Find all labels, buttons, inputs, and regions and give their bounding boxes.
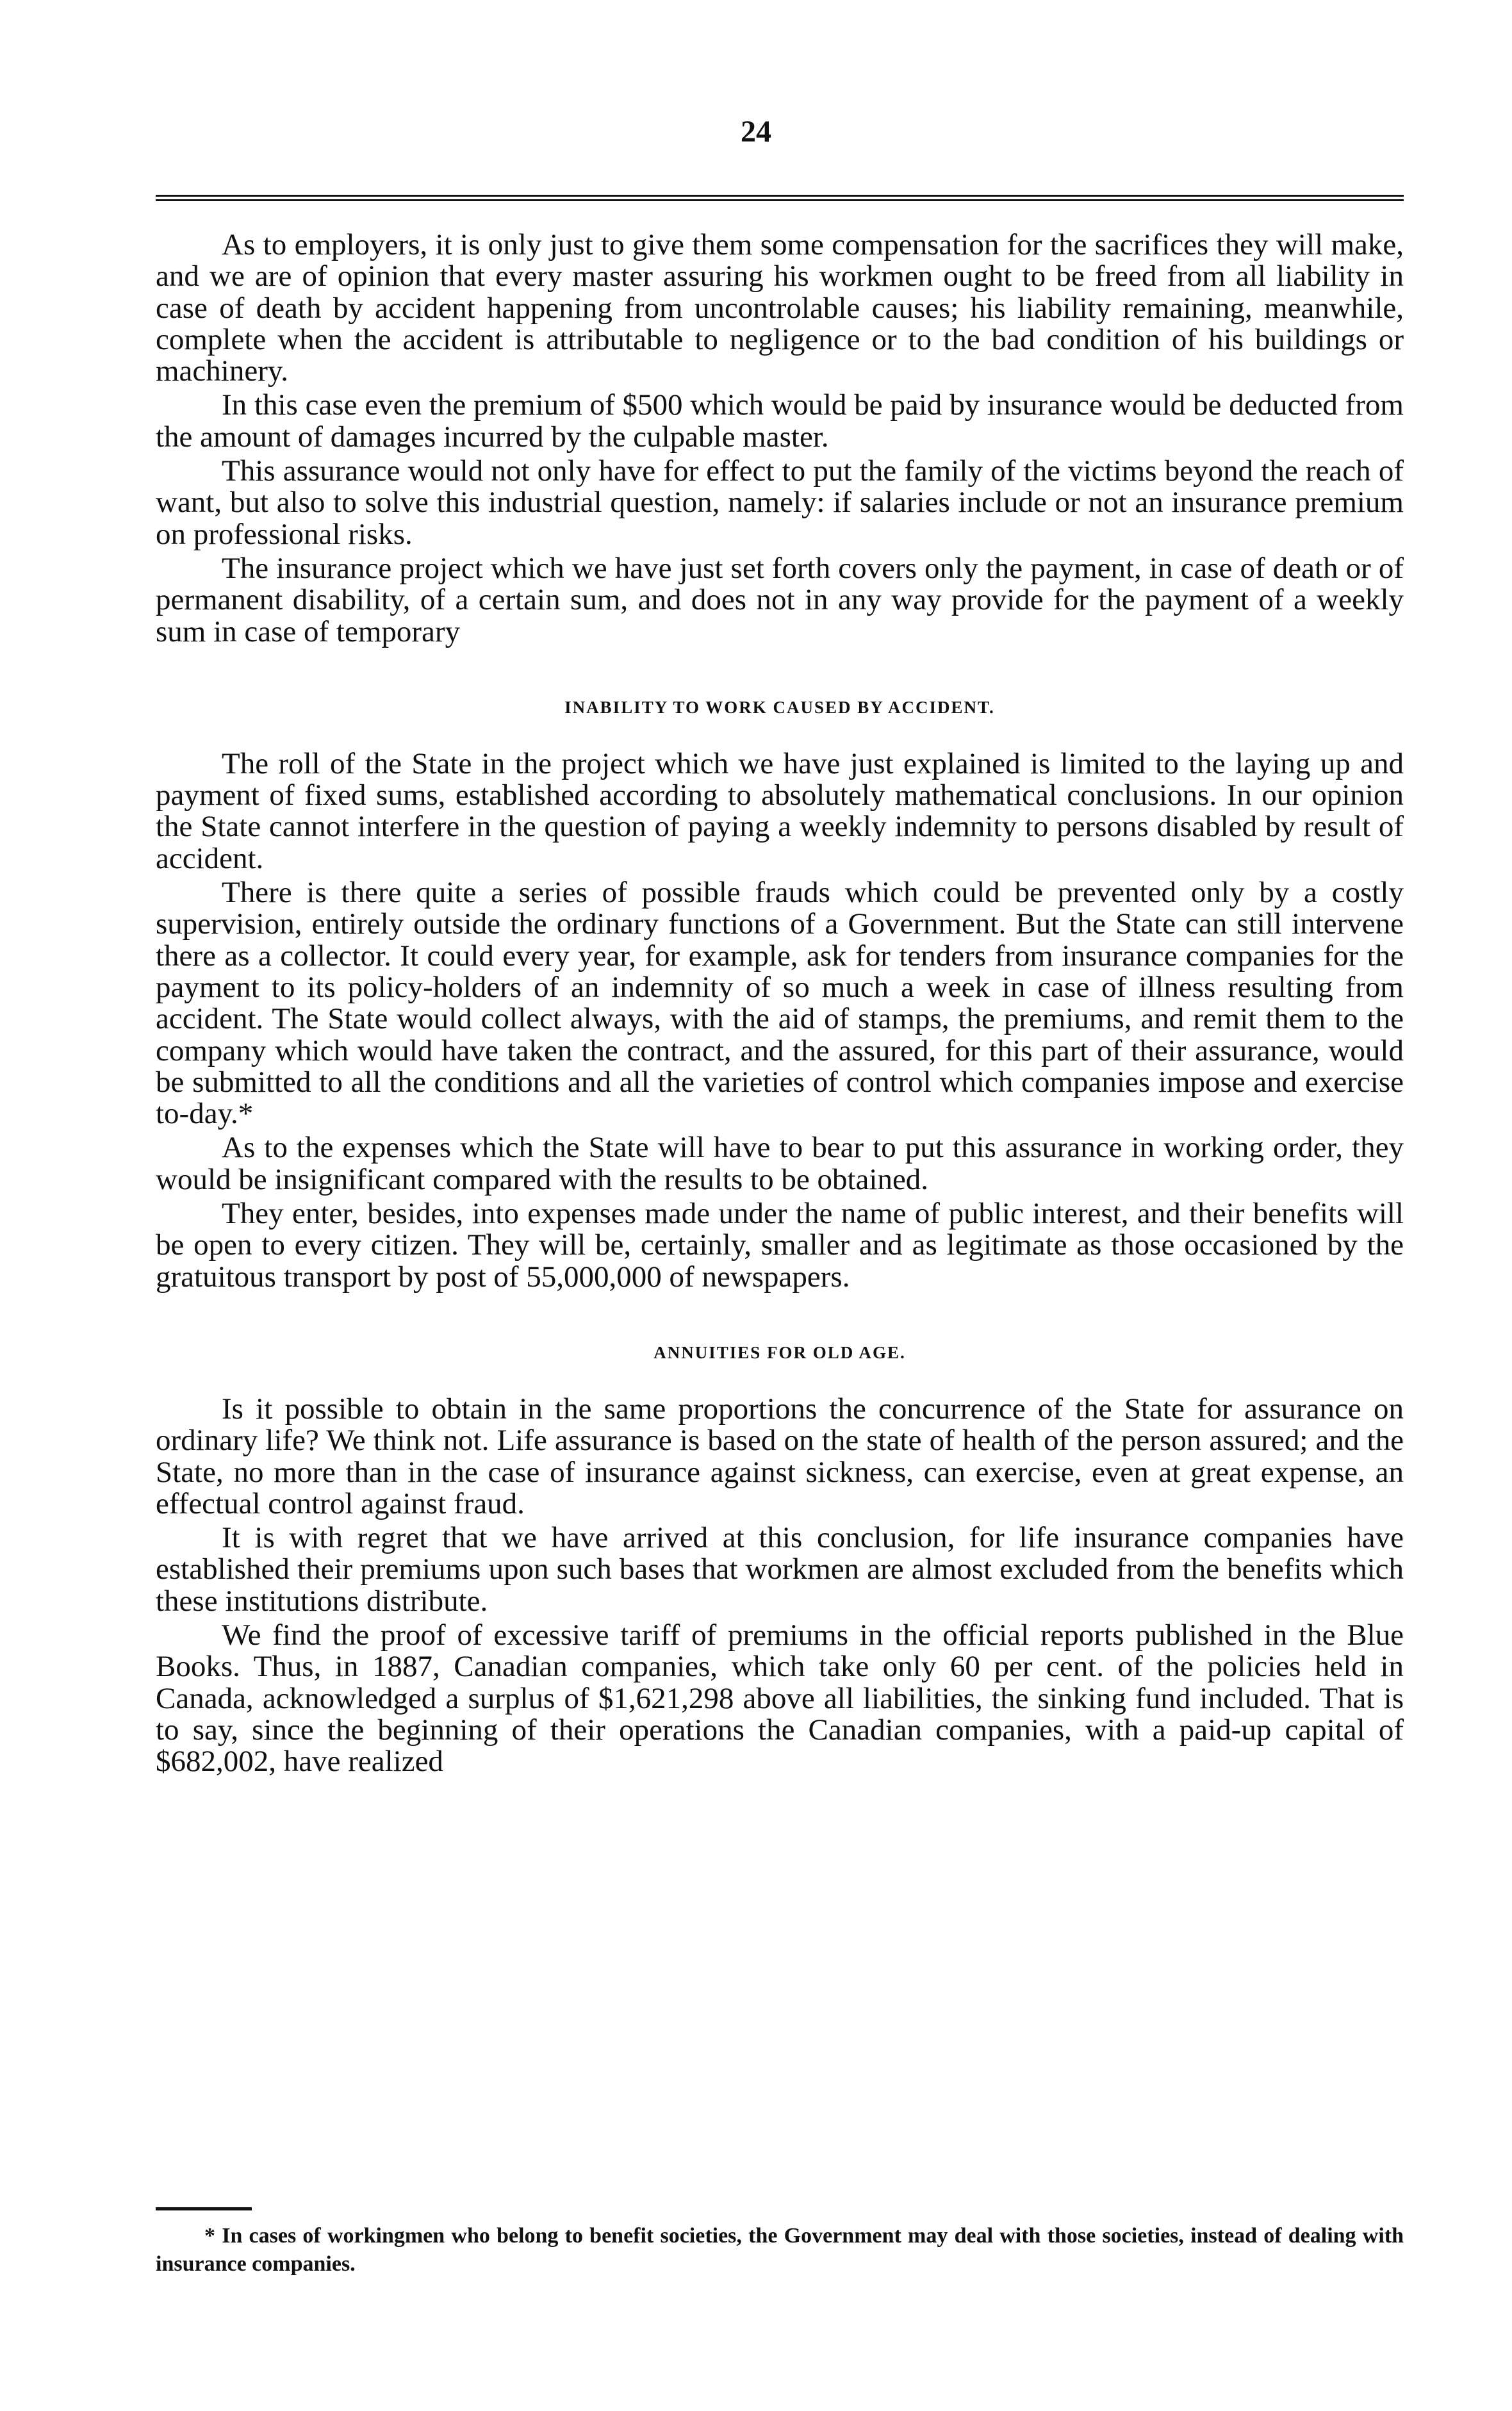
paragraph: Is it possible to obtain in the same proportions the concurrence of the State for assurance on ordinary life? We think not. Life assurance is based on the state of health of the person assured; and the State, no more than in the case of insurance against sickness, can exercise, even at great expense, an effectual control against fraud. (156, 1392, 1404, 1520)
section-heading-inability: INABILITY TO WORK CAUSED BY ACCIDENT. (564, 697, 995, 717)
footnote: * In cases of workingmen who belong to benefit societies, the Government may deal with those societies, instead of dealing with insurance companies. (156, 2224, 1404, 2276)
paragraph: It is with regret that we have arrived at this conclusion, for life insurance companies have established their premiums upon such bases that workmen are almost excluded from the benefits which these institutions distribute. (156, 1521, 1404, 1618)
body-text (156, 229, 1404, 1780)
section-heading-annuities: ANNUITIES FOR OLD AGE. (653, 1342, 906, 1362)
paragraph: The roll of the State in the project which we have just explained is limited to the laying up and payment of fixed sums, established according to absolutely mathematical conclusions. In our opinion the State cannot interfere in the question of paying a weekly indemnity to persons disabled by result of accident. (156, 746, 1404, 875)
paragraph: As to the expenses which the State will have to bear to put this assurance in working order, they would be insignificant compared with the results to be obtained. (156, 1131, 1404, 1196)
paragraph: There is there quite a series of possible frauds which could be prevented only by a costly supervision, entirely outside the ordinary functions of a Government. But the State can still intervene there as a collector. It could every year, for example, ask for tenders from insurance companies for the payment to its policy-holders of an indemnity of so much a week in case of illness resulting from accident. The State would collect always, with the aid of stamps, the premiums, and remit them to the company which would have taken the contract, and the assured, for this part of their assurance, would be submitted to all the conditions and all the varieties of control which companies impose and exercise to-day.* (156, 876, 1404, 1131)
footnote-rule (156, 2207, 252, 2210)
paragraph: In this case even the premium of $500 which would be paid by insurance would be deducted from the amount of damages incurred by the culpable master. (156, 388, 1404, 454)
paragraph: The insurance project which we have just set forth covers only the payment, in case of death or of permanent disability, of a certain sum, and does not in any way provide for the payment of a weekly sum in case of temporary (156, 551, 1404, 648)
paragraph: As to employers, it is only just to give them some compensation for the sacrifices they will make, and we are of opinion that every master assuring his workmen ought to be freed from all liability in case of death by accident happening from uncontrolable causes; his liability remaining, meanwhile, complete when the accident is attributable to negligence or to the bad condition of his buildings or machinery. (156, 228, 1404, 388)
paragraph: They enter, besides, into expenses made under the name of public interest, and their benefits will be open to every citizen. They will be, certainly, smaller and as legitimate as those occasioned by the gratuitous transport by post of 55,000,000 of newspapers. (156, 1197, 1404, 1294)
header-double-rule (156, 195, 1404, 201)
page-number: 24 (741, 115, 771, 149)
paragraph: This assurance would not only have for effect to put the family of the victims beyond the reach of want, but also to solve this industrial question, namely: if salaries include or not an insurance premium on professional risks. (156, 454, 1404, 551)
paragraph: We find the proof of excessive tariff of premiums in the official reports published in the Blue Books. Thus, in 1887, Canadian companies, which take only 60 per cent. of the policies held in Canada, acknowledged a surplus of $1,621,298 above all liabilities, the sinking fund included. That is to say, since the beginning of their operations the Canadian companies, with a paid-up capital of $682,002, have realized (156, 1618, 1404, 1779)
